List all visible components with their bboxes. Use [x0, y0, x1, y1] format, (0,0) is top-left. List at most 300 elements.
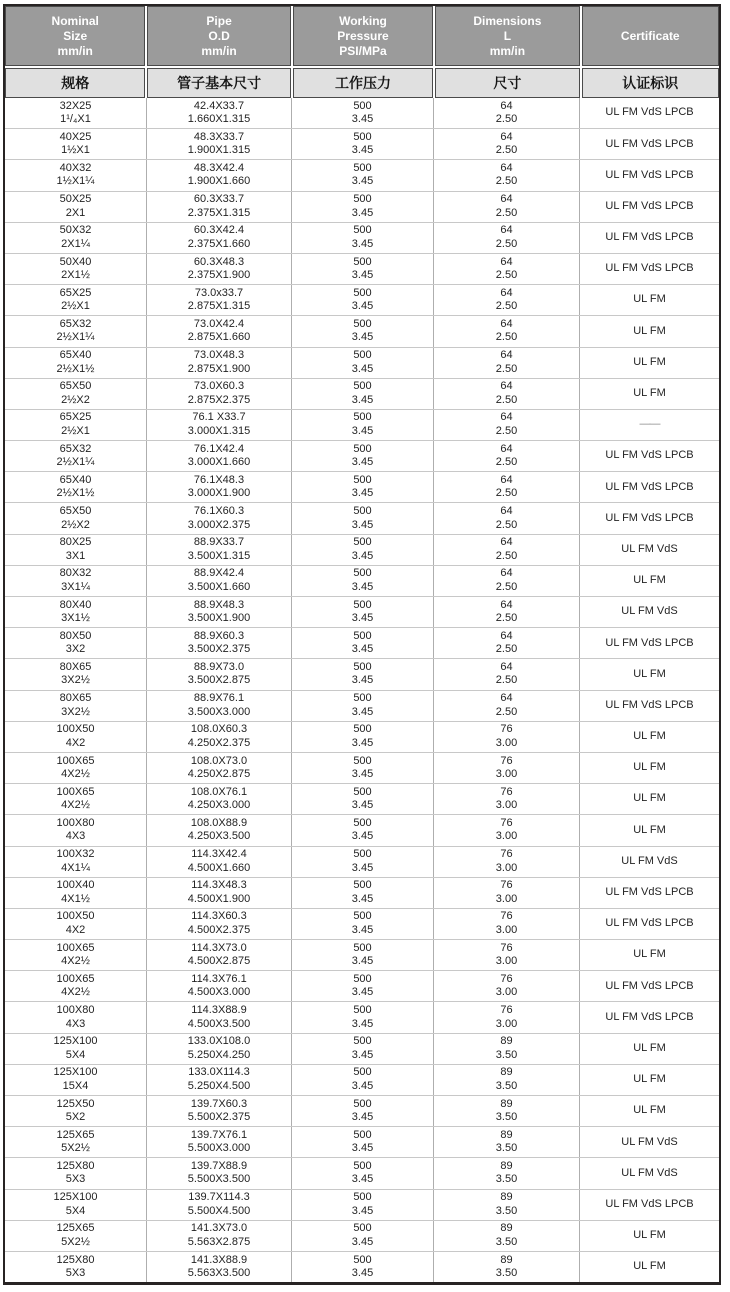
cell-line: 64 [500, 536, 513, 549]
certificate-cell [580, 784, 719, 814]
cell-line: 3.45 [351, 612, 374, 625]
working-pressure-cell [292, 1252, 434, 1282]
cell-line: 500 [353, 349, 372, 362]
cell-line: 89 [500, 1066, 513, 1079]
table-row [5, 160, 719, 191]
header-line: Dimensions [473, 13, 542, 28]
pipe-od-cell [147, 1190, 292, 1220]
cell-line: 60.3X33.7 [193, 193, 245, 206]
cell-line: 89 [500, 1128, 513, 1141]
header-line: Size [63, 28, 88, 43]
dimensions-cell [434, 1252, 580, 1282]
cell-line: 3.45 [351, 986, 374, 999]
cell-line: 139.7X114.3 [188, 1191, 250, 1204]
cell-line: 76.1 X33.7 [192, 411, 246, 424]
header-line: L [503, 28, 512, 43]
cell-line: 3.45 [351, 424, 374, 437]
table-row [5, 503, 719, 534]
cell-line: 3.00 [495, 799, 518, 812]
nominal-size-cell [5, 535, 147, 565]
table-row [5, 940, 719, 971]
nominal-size-cell [5, 410, 147, 440]
dimensions-cell [434, 566, 580, 596]
working-pressure-cell [292, 254, 434, 284]
cell-line: 3.50 [495, 1173, 518, 1186]
nominal-size-cell [5, 1190, 147, 1220]
pipe-od-cell [147, 472, 292, 502]
cell-line: 500 [353, 1128, 372, 1141]
header-line: mm/in [489, 43, 526, 58]
working-pressure-cell [292, 878, 434, 908]
cell-line: UL FM [633, 293, 666, 306]
table-body [5, 98, 719, 1282]
cell-line: 88.9X60.3 [193, 629, 245, 642]
cell-line: UL FM [633, 761, 666, 774]
cell-line: 4.250X3.000 [187, 799, 251, 812]
cell-line: 4.500X1.660 [187, 861, 251, 874]
cell-line: 3.000X1.315 [187, 424, 251, 437]
cell-line: 5X2½ [61, 1235, 90, 1248]
cell-line: UL FM [633, 730, 666, 743]
cell-line: 3.45 [351, 736, 374, 749]
cell-line: 2.50 [495, 580, 518, 593]
cell-line: 139.7X88.9 [190, 1159, 248, 1172]
table-row [5, 379, 719, 410]
table-row [5, 1034, 719, 1065]
pipe-od-cell [147, 160, 292, 190]
cell-line: 80X65 [59, 660, 92, 673]
certificate-cell [580, 628, 719, 658]
cell-line: 2½X2 [61, 393, 90, 406]
table-row [5, 472, 719, 503]
pipe-od-cell [147, 753, 292, 783]
working-pressure-cell [292, 1158, 434, 1188]
pipe-od-cell [147, 909, 292, 939]
certificate-cell [580, 1002, 719, 1032]
header-line: Pipe [206, 13, 232, 28]
cell-line: 125X65 [56, 1128, 95, 1141]
cell-line: 5.250X4.500 [187, 1079, 251, 1092]
cell-line: 80X50 [59, 629, 92, 642]
pipe-od-cell [147, 285, 292, 315]
dimensions-cell [434, 129, 580, 159]
nominal-size-cell [5, 1127, 147, 1157]
cell-line: 4X3 [65, 830, 86, 843]
pipe-od-cell [147, 1096, 292, 1126]
working-pressure-cell [292, 1034, 434, 1064]
table-row [5, 1127, 719, 1158]
cell-line: 125X50 [56, 1097, 95, 1110]
table-row [5, 566, 719, 597]
cell-line: 76 [500, 879, 513, 892]
cell-line: 500 [353, 317, 372, 330]
cell-line: 3.45 [351, 1235, 374, 1248]
working-pressure-cell [292, 503, 434, 533]
certificate-cell [580, 160, 719, 190]
cell-line: UL FM VdS LPCB [605, 106, 694, 119]
cell-line: 3.45 [351, 362, 374, 375]
dimensions-cell [434, 815, 580, 845]
cell-line: 2.50 [495, 705, 518, 718]
header-line: mm/in [57, 43, 93, 58]
cell-line: 125X100 [53, 1035, 98, 1048]
working-pressure-cell [292, 98, 434, 128]
dimensions-cell [434, 909, 580, 939]
cell-line: 4X1¼ [61, 861, 90, 874]
cell-line: UL FM VdS [621, 1135, 678, 1148]
cell-line: 5X4 [65, 1204, 86, 1217]
cell-line: 3.00 [495, 830, 518, 843]
cell-line: 500 [353, 816, 372, 829]
header-line: mm/in [201, 43, 237, 58]
nominal-size-cell [5, 348, 147, 378]
certificate-cell [580, 878, 719, 908]
cell-line: 4.500X2.375 [187, 923, 251, 936]
cell-line: 4X2½ [61, 768, 90, 781]
cell-line: 2.50 [495, 175, 518, 188]
dimensions-cell [434, 1158, 580, 1188]
working-pressure-cell [292, 535, 434, 565]
cell-line: 3.45 [351, 799, 374, 812]
cell-line: 114.3X88.9 [191, 1004, 247, 1017]
certificate-cell [580, 535, 719, 565]
cell-line: 3.45 [351, 1142, 374, 1155]
working-pressure-cell [292, 784, 434, 814]
working-pressure-cell [292, 597, 434, 627]
working-pressure-cell [292, 441, 434, 471]
certificate-cell [580, 129, 719, 159]
cell-line: 2½X1¼ [56, 331, 95, 344]
cell-line: 3.500X1.900 [187, 612, 251, 625]
cell-line: 500 [353, 879, 372, 892]
cell-line: UL FM [633, 387, 666, 400]
cell-line: 100X65 [56, 941, 95, 954]
cell-line: 4X1½ [61, 892, 90, 905]
dimensions-cell [434, 223, 580, 253]
cell-line: 4.500X3.500 [187, 1017, 251, 1030]
cell-line: 3.500X3.000 [187, 705, 251, 718]
cell-line: 76 [500, 910, 513, 923]
working-pressure-cell [292, 223, 434, 253]
cell-line: 3.00 [495, 1017, 518, 1030]
cell-line: 64 [500, 255, 513, 268]
cell-line: 76.1X42.4 [193, 442, 245, 455]
dimensions-cell [434, 628, 580, 658]
cell-line: 5.250X4.250 [187, 1048, 251, 1061]
cell-line: 64 [500, 598, 513, 611]
certificate-cell [580, 1252, 719, 1282]
cell-line: 3X2½ [61, 705, 90, 718]
dimensions-cell [434, 940, 580, 970]
pipe-od-cell [147, 878, 292, 908]
cell-line: 2.875X1.315 [187, 300, 251, 313]
cell-line: 2.375X1.660 [187, 237, 251, 250]
cell-line: 3.45 [351, 175, 374, 188]
cell-line: 3.45 [351, 456, 374, 469]
cell-line: 2½X2 [61, 518, 90, 531]
table-row [5, 285, 719, 316]
nominal-size-cell [5, 847, 147, 877]
cell-line: 2.50 [495, 237, 518, 250]
cell-line: 73.0x33.7 [194, 286, 244, 299]
cell-line: 89 [500, 1191, 513, 1204]
cell-line: 65X40 [59, 349, 92, 362]
table-row [5, 223, 719, 254]
dimensions-cell [434, 1221, 580, 1251]
working-pressure-cell [292, 129, 434, 159]
cell-line: 64 [500, 161, 513, 174]
pipe-od-cell [147, 1034, 292, 1064]
cell-line: 2.50 [495, 456, 518, 469]
cell-line: 139.7X60.3 [190, 1097, 248, 1110]
cell-line: 88.9X42.4 [193, 567, 245, 580]
cell-line: 3X1 [65, 549, 86, 562]
cell-line: 2.50 [495, 612, 518, 625]
cell-line: 5.500X4.500 [187, 1204, 251, 1217]
certificate-cell [580, 940, 719, 970]
cell-line: UL FM VdS LPCB [605, 1010, 694, 1023]
cell-line: UL FM VdS LPCB [605, 168, 694, 181]
table-row [5, 1221, 719, 1252]
cell-line: 500 [353, 629, 372, 642]
cell-line: 64 [500, 411, 513, 424]
cell-line: 64 [500, 692, 513, 705]
cell-line: 2.375X1.900 [187, 269, 251, 282]
table-row [5, 1190, 719, 1221]
table-row [5, 192, 719, 223]
cell-line: 500 [353, 1097, 372, 1110]
cell-line: 5.563X2.875 [187, 1235, 251, 1248]
working-pressure-cell [292, 472, 434, 502]
cell-line: 2½X1 [61, 300, 90, 313]
cell-line: 3.45 [351, 518, 374, 531]
cell-line: 3.45 [351, 892, 374, 905]
pipe-od-cell [147, 535, 292, 565]
cell-line: 500 [353, 972, 372, 985]
nominal-size-cell [5, 223, 147, 253]
cell-line: 65X32 [59, 317, 92, 330]
cell-line: 5.500X2.375 [187, 1111, 251, 1124]
working-pressure-cell [292, 909, 434, 939]
cell-line: 4.250X3.500 [187, 830, 251, 843]
cell-line: UL FM VdS LPCB [605, 698, 694, 711]
cell-line: 3.500X1.315 [187, 549, 251, 562]
certificate-cell [580, 316, 719, 346]
cell-line: UL FM [633, 823, 666, 836]
dimensions-cell [434, 285, 580, 315]
cell-line: 60.3X48.3 [193, 255, 245, 268]
certificate-cell [580, 815, 719, 845]
working-pressure-cell [292, 722, 434, 752]
cell-line: 108.0X76.1 [190, 785, 248, 798]
certificate-cell [580, 192, 719, 222]
cell-line: 3.45 [351, 393, 374, 406]
cell-line: 2.50 [495, 269, 518, 282]
cell-line: 3.45 [351, 269, 374, 282]
table-row [5, 753, 719, 784]
cell-line: 89 [500, 1222, 513, 1235]
cell-line: 65X32 [59, 442, 92, 455]
cell-line: 100X32 [56, 848, 95, 861]
cell-line: 65X25 [59, 286, 92, 299]
nominal-size-cell [5, 503, 147, 533]
dimensions-cell [434, 597, 580, 627]
certificate-cell [580, 379, 719, 409]
cell-line: UL FM VdS LPCB [605, 917, 694, 930]
cell-line: 1¹/₄X1 [60, 113, 91, 126]
cell-line: 42.4X33.7 [193, 99, 245, 112]
cell-line: 76 [500, 785, 513, 798]
cell-line: 2.50 [495, 549, 518, 562]
cell-line: 3.45 [351, 955, 374, 968]
cell-line: 500 [353, 224, 372, 237]
nominal-size-cell [5, 628, 147, 658]
cell-line: 108.0X88.9 [190, 816, 248, 829]
working-pressure-cell [292, 1096, 434, 1126]
pipe-od-cell [147, 1065, 292, 1095]
cell-line: 125X65 [56, 1222, 95, 1235]
cell-line: 3X2½ [61, 674, 90, 687]
nominal-size-cell [5, 379, 147, 409]
cell-line: 76 [500, 723, 513, 736]
pipe-od-cell [147, 223, 292, 253]
pipe-od-cell [147, 379, 292, 409]
header-line: PSI/MPa [339, 43, 387, 58]
cell-line: 3.50 [495, 1142, 518, 1155]
cell-line: 4X2½ [61, 955, 90, 968]
certificate-cell [580, 566, 719, 596]
table-row [5, 1096, 719, 1127]
cell-line: 114.3X48.3 [191, 879, 247, 892]
cell-line: 64 [500, 629, 513, 642]
cell-line: UL FM VdS LPCB [605, 231, 694, 244]
working-pressure-cell [292, 940, 434, 970]
cell-line: 100X65 [56, 754, 95, 767]
nominal-size-cell [5, 815, 147, 845]
cell-line: 3.45 [351, 674, 374, 687]
nominal-size-cell [5, 1034, 147, 1064]
working-pressure-cell [292, 971, 434, 1001]
cell-line: UL FM VdS [621, 605, 678, 618]
cell-line: 5X4 [65, 1048, 86, 1061]
table-row [5, 784, 719, 815]
working-pressure-cell [292, 753, 434, 783]
dimensions-cell [434, 98, 580, 128]
cell-line: 3.45 [351, 643, 374, 656]
table-row [5, 659, 719, 690]
cell-line: UL FM [633, 324, 666, 337]
cell-line: 5X2 [65, 1111, 86, 1124]
nominal-size-cell [5, 784, 147, 814]
cell-line: 73.0X42.4 [193, 317, 245, 330]
nominal-size-cell [5, 160, 147, 190]
cell-line: 1½X1 [61, 144, 90, 157]
cell-line: 114.3X60.3 [191, 910, 247, 923]
cell-line: 4.500X2.875 [187, 955, 251, 968]
certificate-cell [580, 722, 719, 752]
certificate-cell [580, 971, 719, 1001]
working-pressure-cell [292, 316, 434, 346]
nominal-size-cell [5, 566, 147, 596]
cell-line: UL FM [633, 574, 666, 587]
dimensions-cell [434, 1096, 580, 1126]
dimensions-cell [434, 784, 580, 814]
working-pressure-cell [292, 160, 434, 190]
cell-line: 2.875X1.900 [187, 362, 251, 375]
cell-line: 4X3 [65, 1017, 86, 1030]
pipe-od-cell [147, 628, 292, 658]
cell-line: 3.45 [351, 768, 374, 781]
cell-line: 100X65 [56, 972, 95, 985]
certificate-cell [580, 348, 719, 378]
nominal-size-cell [5, 1065, 147, 1095]
cell-line: 500 [353, 1004, 372, 1017]
dimensions-cell [434, 1190, 580, 1220]
cell-line: 2½X1½ [56, 362, 95, 375]
cell-line: UL FM VdS LPCB [605, 886, 694, 899]
cell-line: 3.45 [351, 861, 374, 874]
cell-line: 5X3 [65, 1173, 86, 1186]
cell-line: 141.3X88.9 [190, 1253, 248, 1266]
cell-line: 3.50 [495, 1111, 518, 1124]
pipe-od-cell [147, 659, 292, 689]
cell-line: 500 [353, 567, 372, 580]
working-pressure-cell [292, 192, 434, 222]
cell-line: UL FM VdS [621, 854, 678, 867]
cell-line: UL FM VdS LPCB [605, 449, 694, 462]
pipe-od-cell [147, 722, 292, 752]
table-row [5, 129, 719, 160]
header-cell-certificate [582, 6, 719, 66]
cell-line: 3.45 [351, 1017, 374, 1030]
cell-line: 5.563X3.500 [187, 1267, 251, 1280]
working-pressure-cell [292, 628, 434, 658]
cell-line: 3.500X1.660 [187, 580, 251, 593]
dimensions-cell [434, 535, 580, 565]
cell-line: 2X1¼ [61, 237, 90, 250]
cell-line: 4.500X1.900 [187, 892, 251, 905]
cell-line: 500 [353, 1191, 372, 1204]
cell-line: 3.45 [351, 113, 374, 126]
cell-line: 125X80 [56, 1253, 95, 1266]
cell-line: 2.50 [495, 144, 518, 157]
cell-line: 64 [500, 317, 513, 330]
cell-line: UL FM [633, 1073, 666, 1086]
nominal-size-cell [5, 192, 147, 222]
cell-line: 500 [353, 692, 372, 705]
cell-line: 3.45 [351, 923, 374, 936]
cell-line: 89 [500, 1035, 513, 1048]
cell-line: 3.45 [351, 487, 374, 500]
cell-line: 2.50 [495, 206, 518, 219]
pipe-od-cell [147, 348, 292, 378]
subheader-cell-dimensions: 尺寸 [435, 68, 579, 98]
pipe-od-cell [147, 192, 292, 222]
cell-line: 76 [500, 816, 513, 829]
dimensions-cell [434, 691, 580, 721]
nominal-size-cell [5, 878, 147, 908]
cell-line: 3.45 [351, 1048, 374, 1061]
nominal-size-cell [5, 316, 147, 346]
table-row [5, 878, 719, 909]
cell-line: 3.45 [351, 580, 374, 593]
cell-line: 2.50 [495, 113, 518, 126]
cell-line: 64 [500, 349, 513, 362]
certificate-cell [580, 441, 719, 471]
nominal-size-cell [5, 1158, 147, 1188]
cell-line: UL FM VdS [621, 1166, 678, 1179]
dimensions-cell [434, 379, 580, 409]
